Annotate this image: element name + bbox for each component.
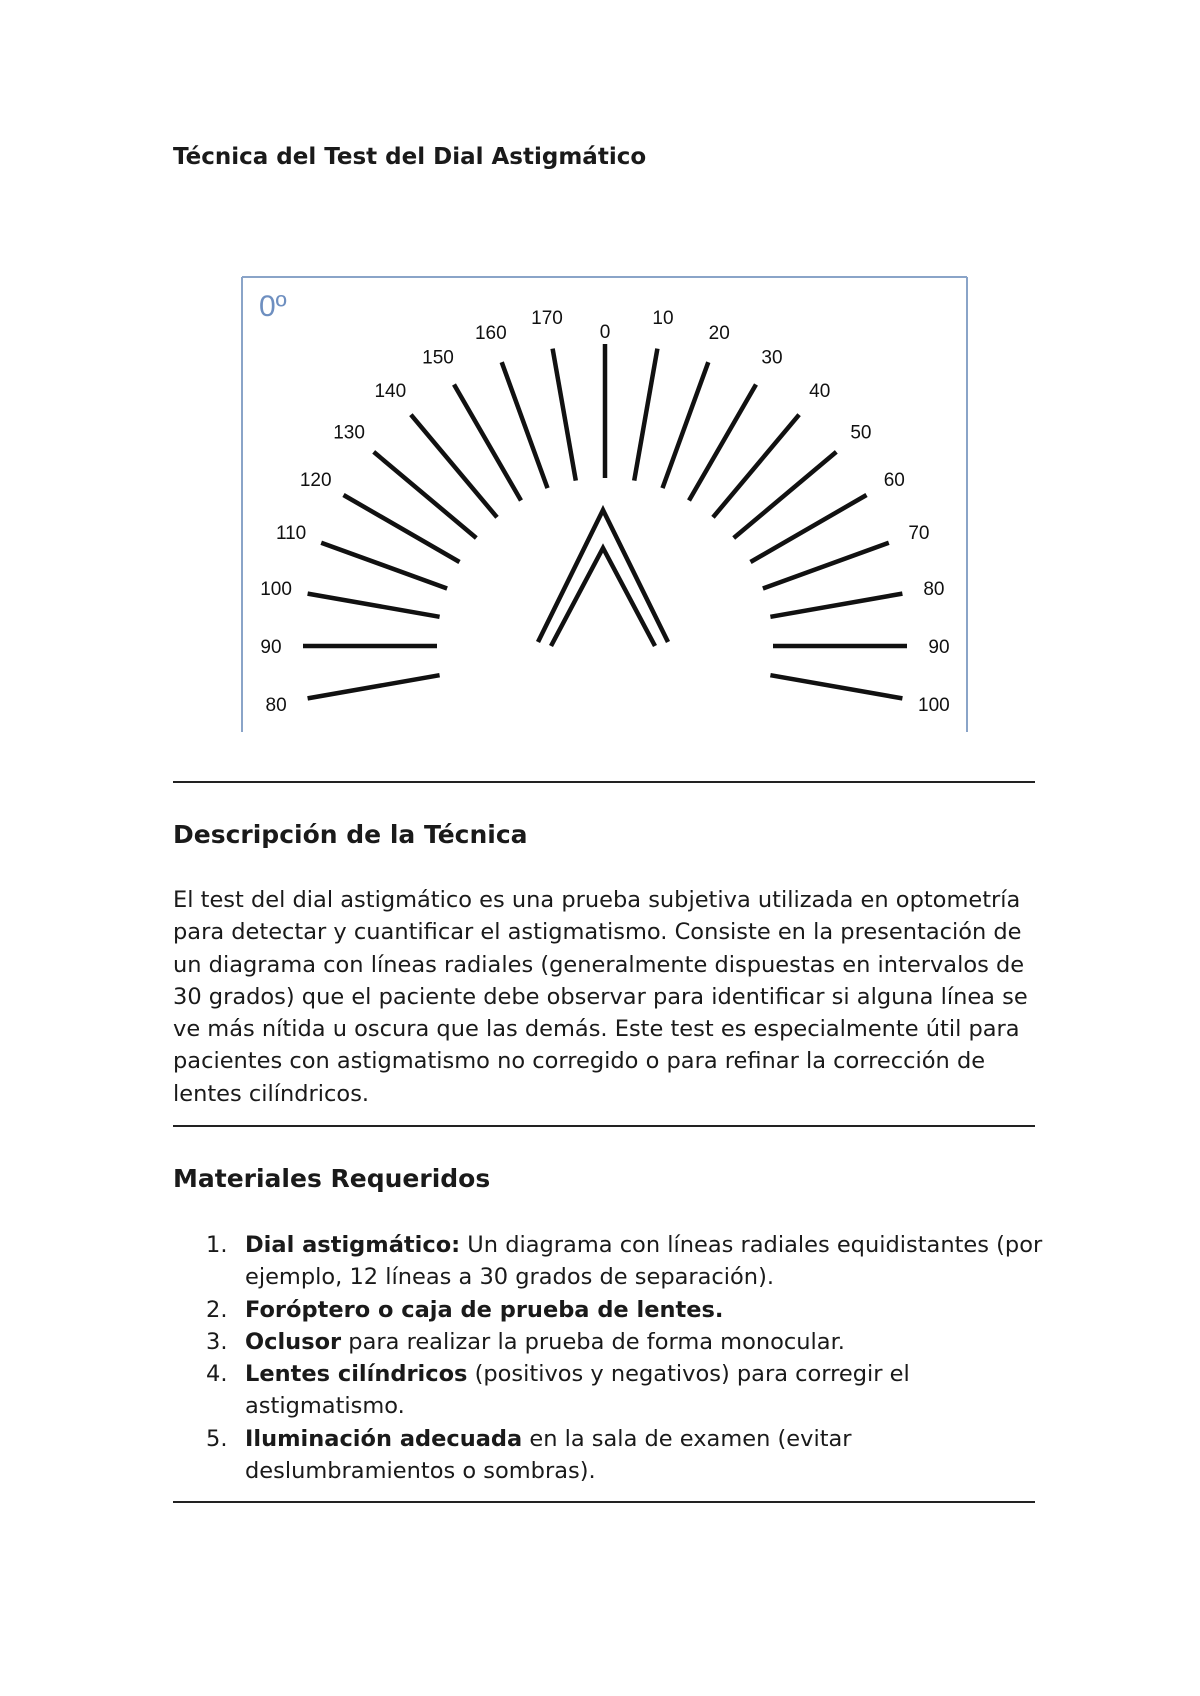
dial-ray-right-40 [713,415,799,518]
dial-label-left-120: 120 [299,470,332,491]
dial-ray-right-10 [634,349,657,481]
chevron-outer [538,510,668,642]
dial-label-right-90: 90 [928,637,950,658]
list-item-term: Foróptero o caja de prueba de lentes. [245,1296,724,1323]
dial-ray-left-30 [454,385,521,501]
section-heading-materials: Materiales Requeridos [173,1164,491,1193]
list-number: 2. [206,1296,228,1323]
dial-label-left-150: 150 [422,347,454,369]
description-paragraph: El test del dial astigmático es una prueba subjetiva utilizada en optometría para detectar y cuantificar el astigmatismo. Consiste en la presentación de un diagrama con líneas radiales (generalmente dispuestas en intervalos de 30 grados) que el paciente debe observar para identificar si alguna línea se ve más nítida u oscura que las demás. Este test es especialmente útil para pacientes con astigmatismo no corregido o para refinar la corrección de lentes cilíndricos. [173,887,1028,1107]
list-item [173,1326,1053,1358]
list-number: 1. [206,1232,228,1258]
dial-label-right-50: 50 [850,422,872,444]
dial-label-left-110: 110 [275,522,307,544]
dial-ray-right-70 [763,543,889,589]
divider-2 [173,1125,1035,1127]
divider-1 [173,781,1035,783]
dial-label-right-100: 100 [918,695,950,716]
dial-label-right-60: 60 [883,470,905,491]
dial-ray-right-30 [689,385,756,501]
dial-ray-right-100 [770,675,902,698]
dial-label-left-130: 130 [333,422,365,444]
dial-label-left-100: 100 [260,579,292,600]
list-item-term: Oclusor [245,1328,342,1355]
list-item-text: en la sala de examen (evitar deslumbramientos o sombras). [245,1425,852,1485]
dial-ray-right-50 [734,452,837,538]
dial-label-right-10: 10 [652,308,674,330]
list-item-text: Un diagrama con líneas radiales equidistantes (por ejemplo, 12 líneas a 30 grados de separación). [245,1232,1043,1291]
dial-label-right-70: 70 [908,522,930,544]
dial-label-right-40: 40 [809,381,831,403]
dial-label-left-170: 170 [531,308,563,330]
chevron-inner [551,548,655,646]
dial-label-left-160: 160 [474,323,507,345]
materials-list [173,1229,1053,1487]
list-item [173,1358,1053,1423]
dial-ray-left-40 [411,415,497,518]
list-number: 3. [206,1328,228,1355]
dial-ray-right-20 [663,362,709,488]
corner-degree-label: 0º [259,290,287,323]
list-item-term: Lentes cilíndricos [245,1361,468,1388]
dial-ray-left-70 [321,543,447,589]
dial-label-right-80: 80 [923,579,945,600]
list-item-term: Dial astigmático: [245,1232,461,1258]
astigmatic-dial-diagram [241,276,968,732]
list-item [173,1294,1053,1326]
page-title: Técnica del Test del Dial Astigmático [173,144,647,170]
dial-ray-left-50 [374,452,477,538]
dial-ray-left-60 [344,495,460,562]
dial-label-left-140: 140 [374,381,407,403]
list-item [173,1229,1053,1294]
dial-label-right-20: 20 [708,323,730,345]
astigmatic-dial-figure [241,276,968,732]
list-item [173,1423,1053,1488]
list-item-text: para realizar la prueba de forma monocular. [341,1328,845,1355]
list-item-term: Iluminación adecuada [245,1425,523,1452]
dial-label-right-30: 30 [761,347,783,369]
divider-3 [173,1501,1035,1503]
list-item-text: (positivos y negativos) para corregir el astigmatismo. [245,1361,910,1420]
dial-label-0: 0 [599,322,611,343]
dial-ray-left-80 [308,594,440,617]
list-number: 4. [206,1361,228,1388]
dial-label-left-80: 80 [265,695,287,716]
dial-ray-right-80 [770,594,902,617]
dial-ray-left-100 [308,675,440,698]
list-number: 5. [206,1425,228,1452]
dial-ray-right-60 [751,495,867,562]
section-heading-description: Descripción de la Técnica [173,820,528,849]
dial-ray-left-20 [502,362,548,488]
dial-label-left-90: 90 [260,637,282,658]
dial-ray-left-10 [553,349,576,481]
